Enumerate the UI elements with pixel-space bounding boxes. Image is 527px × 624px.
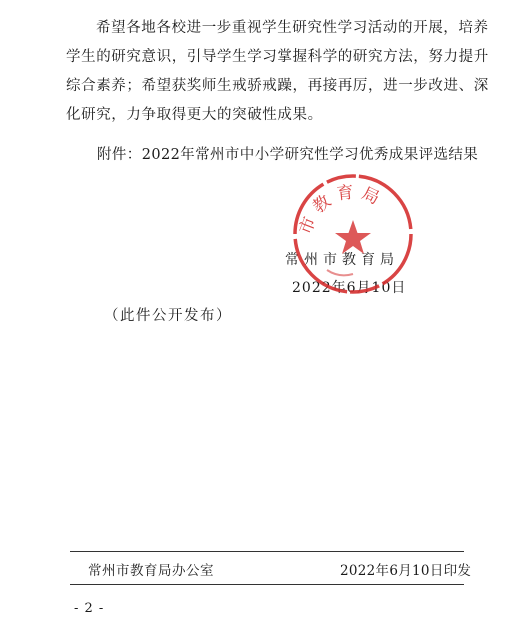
footer-rule-top	[70, 551, 464, 552]
issuer-name: 常州市教育局	[285, 252, 399, 268]
issue-date: 2022年6月10日	[292, 280, 407, 296]
page-number: - 2 -	[74, 601, 105, 616]
body-line: 学生的研究意识，引导学生学习掌握科学的研究方法，努力提升	[66, 49, 489, 65]
official-seal-stamp	[289, 170, 417, 298]
public-release-note: （此件公开发布）	[104, 308, 232, 324]
body-paragraph	[66, 14, 489, 130]
footer-print-date: 2022年6月10日印发	[340, 563, 472, 579]
attachment-line: 附件：2022年常州市中小学研究性学习优秀成果评选结果	[97, 147, 479, 163]
footer-rule-bottom	[70, 584, 464, 585]
svg-text:市教育局: 市教育局	[295, 182, 388, 238]
footer-office: 常州市教育局办公室	[88, 563, 214, 579]
body-line: 综合素养；希望获奖师生戒骄戒躁，再接再厉，进一步改进、深	[66, 78, 489, 94]
body-line: 化研究，力争取得更大的突破性成果。	[66, 107, 323, 123]
body-line: 希望各地各校进一步重视学生研究性学习活动的开展，培养	[96, 20, 489, 36]
